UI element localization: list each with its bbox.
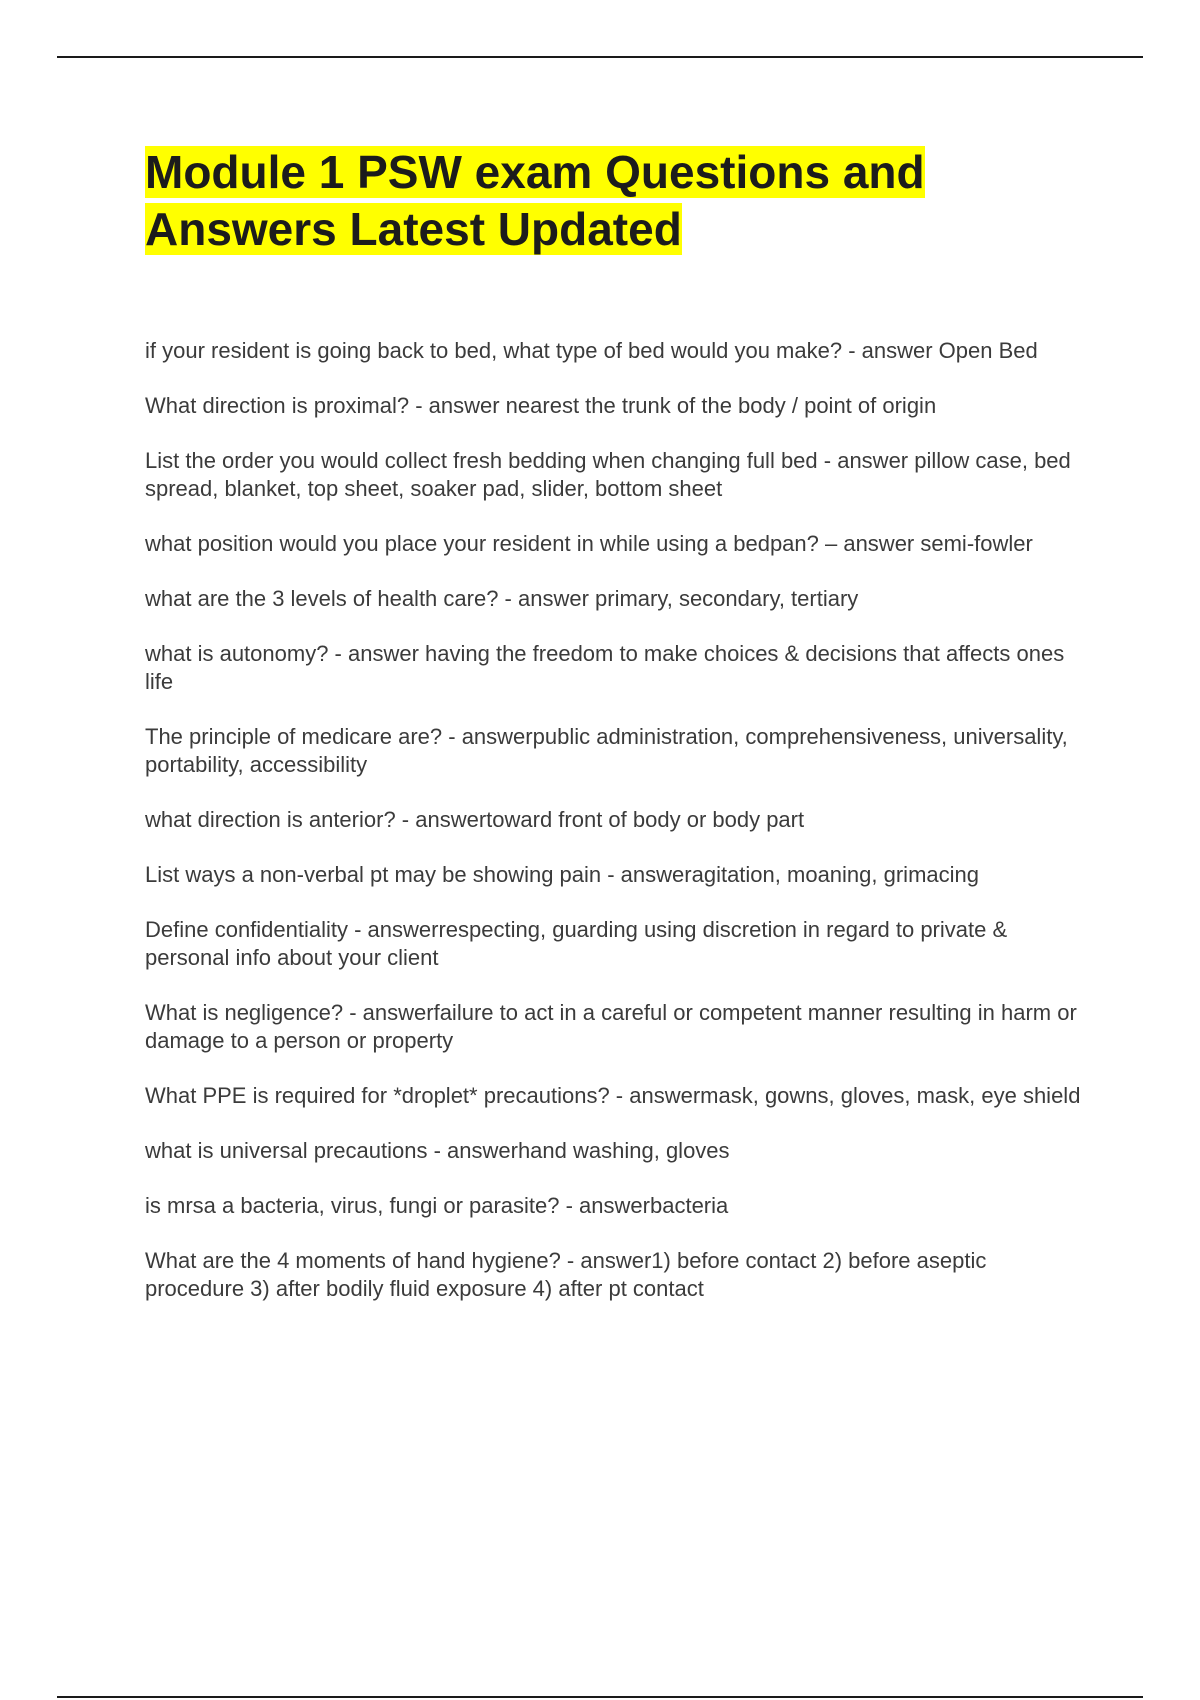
qa-list: [145, 337, 1085, 1330]
top-rule: [57, 56, 1143, 58]
qa-item: what is autonomy? - answer having the freedom to make choices & decisions that affects ones life: [145, 641, 1065, 694]
qa-item: is mrsa a bacteria, virus, fungi or parasite? - answerbacteria: [145, 1193, 729, 1218]
qa-item: What is negligence? - answerfailure to act in a careful or competent manner resulting in harm or damage to a person or property: [145, 1000, 1077, 1053]
bottom-rule: [57, 1696, 1143, 1698]
qa-item: what is universal precautions - answerhand washing, gloves: [145, 1138, 730, 1163]
qa-item: What are the 4 moments of hand hygiene? - answer1) before contact 2) before aseptic procedure 3) after bodily fluid exposure 4) after pt contact: [145, 1248, 987, 1301]
qa-item: if your resident is going back to bed, what type of bed would you make? - answer Open Bed: [145, 338, 1038, 363]
qa-item: what direction is anterior? - answertoward front of body or body part: [145, 807, 805, 832]
title-line-1: Module 1 PSW exam Questions and: [145, 146, 925, 198]
title-line-2: Answers Latest Updated: [145, 203, 682, 255]
qa-item: what are the 3 levels of health care? - answer primary, secondary, tertiary: [145, 586, 859, 611]
qa-item: The principle of medicare are? - answerpublic administration, comprehensiveness, universality, portability, accessibility: [145, 724, 1068, 777]
qa-item: List ways a non-verbal pt may be showing pain - answeragitation, moaning, grimacing: [145, 862, 979, 887]
qa-item: What direction is proximal? - answer nearest the trunk of the body / point of origin: [145, 393, 937, 418]
document-title: [145, 144, 1085, 258]
qa-item: Define confidentiality - answerrespecting, guarding using discretion in regard to private & personal info about your client: [145, 917, 1008, 970]
qa-item: what position would you place your resident in while using a bedpan? – answer semi-fowler: [145, 531, 1033, 556]
qa-item: What PPE is required for *droplet* precautions? - answermask, gowns, gloves, mask, eye shield: [145, 1083, 1081, 1108]
qa-item: List the order you would collect fresh bedding when changing full bed - answer pillow case, bed spread, blanket, top sheet, soaker pad, slider, bottom sheet: [145, 448, 1071, 501]
